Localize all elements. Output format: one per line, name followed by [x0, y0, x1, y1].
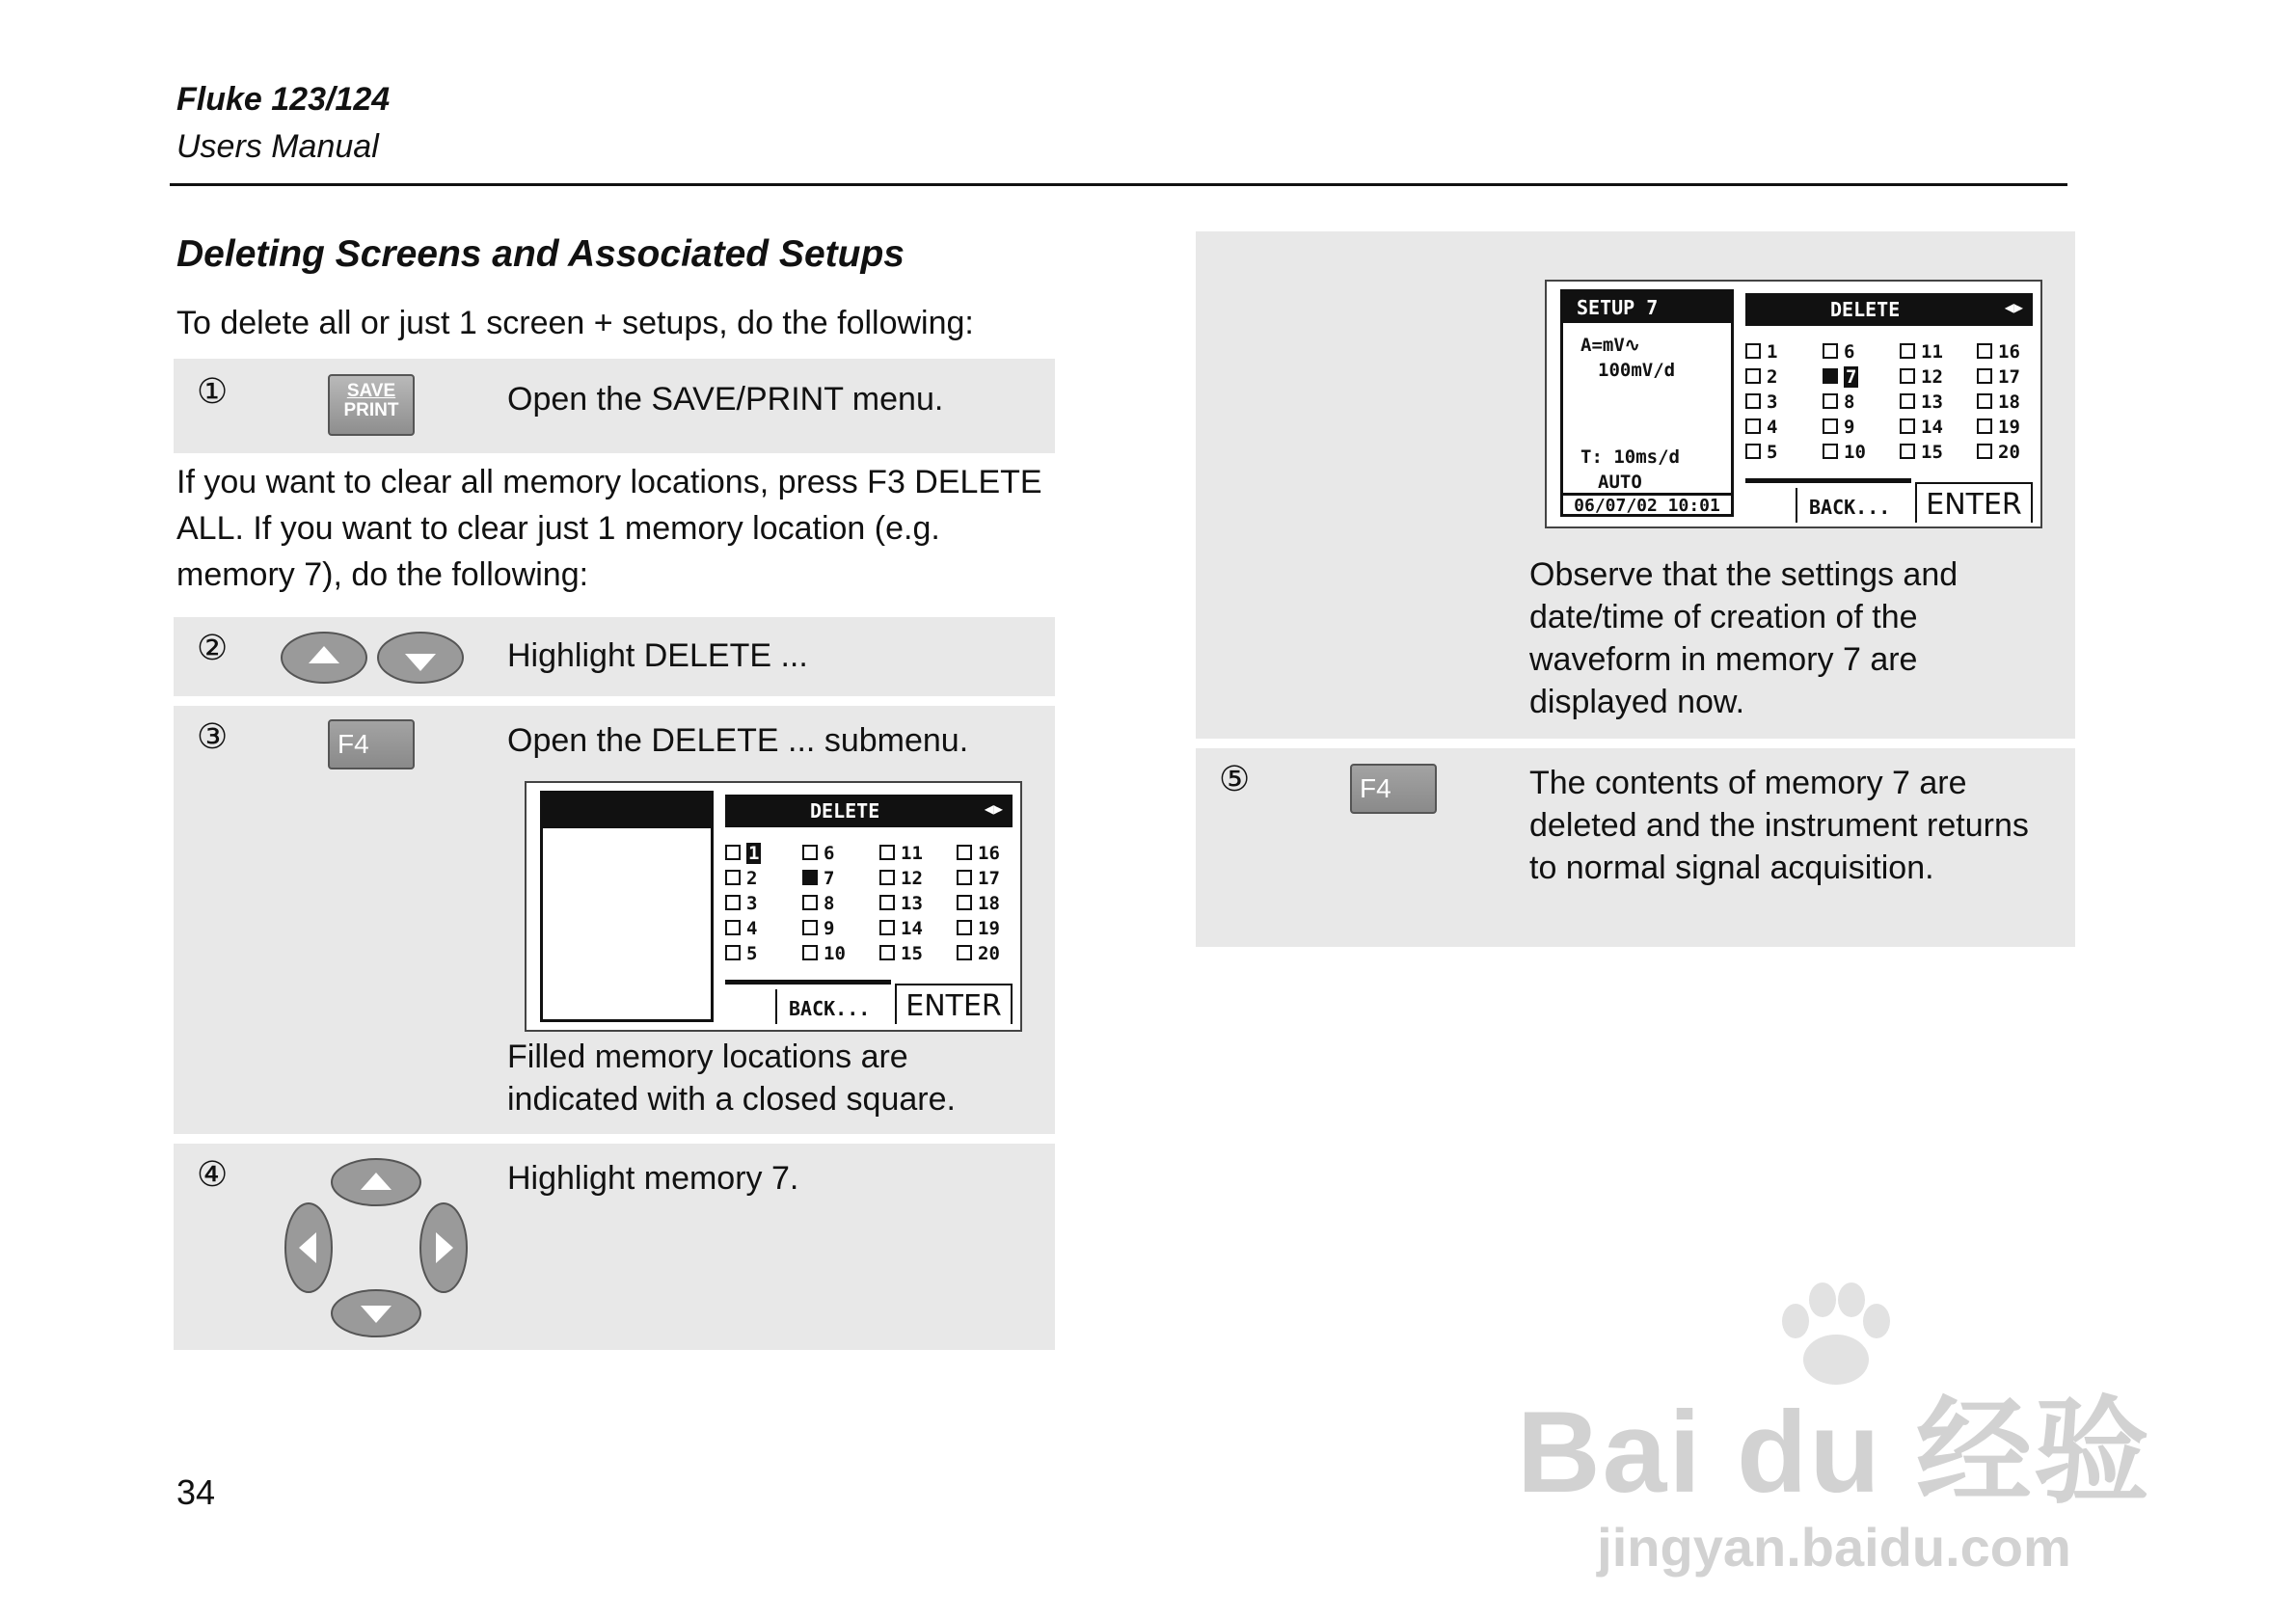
empty-square-icon — [957, 845, 972, 860]
empty-square-icon — [1900, 444, 1915, 459]
memory-location-15[interactable] — [879, 943, 923, 964]
memory-number: 18 — [978, 893, 1000, 914]
filled-square-icon — [1823, 368, 1838, 384]
enter-softkey[interactable]: ENTER — [895, 984, 1013, 1024]
memory-location-10[interactable] — [802, 943, 846, 964]
left-panel-header — [543, 794, 711, 828]
left-right-arrow-icon: ◀▶ — [984, 799, 1003, 818]
empty-square-icon — [1900, 343, 1915, 359]
empty-square-icon — [725, 895, 741, 910]
empty-square-icon — [1823, 343, 1838, 359]
memory-location-7[interactable] — [802, 868, 834, 889]
step-number: ⑤ — [1219, 760, 1251, 799]
memory-number: 9 — [824, 918, 835, 939]
memory-number: 2 — [746, 868, 758, 889]
empty-square-icon — [879, 895, 895, 910]
f4-key[interactable]: F4 — [1350, 764, 1437, 814]
manual-subtitle: Users Manual — [176, 128, 379, 165]
empty-square-icon — [725, 845, 741, 860]
f4-key[interactable]: F4 — [328, 719, 415, 769]
memory-location-18[interactable] — [1977, 391, 2020, 413]
memory-location-6[interactable] — [802, 843, 834, 864]
memory-location-5[interactable] — [725, 943, 757, 964]
empty-square-icon — [725, 870, 741, 885]
memory-location-14[interactable] — [879, 918, 923, 939]
empty-square-icon — [1900, 368, 1915, 384]
memory-number: 6 — [1844, 341, 1855, 363]
memory-location-5[interactable] — [1745, 442, 1777, 463]
memory-location-6[interactable] — [1823, 341, 1854, 363]
memory-grid — [725, 843, 1013, 970]
memory-number: 19 — [978, 918, 1000, 939]
memory-number: 10 — [824, 943, 846, 964]
memory-number: 11 — [901, 843, 923, 864]
empty-square-icon — [1745, 444, 1761, 459]
instruction-paragraph: If you want to clear all memory locations, press F3 DELETE ALL. If you want to clear just 1 memory location (e.g. memory 7), do the following: — [176, 464, 1042, 593]
step-number: ② — [197, 629, 229, 668]
memory-location-1[interactable] — [1745, 341, 1777, 363]
memory-number: 16 — [1998, 341, 2020, 363]
delete-menu-screen — [525, 781, 1022, 1032]
left-panel — [540, 791, 714, 1022]
memory-number: 1 — [1767, 341, 1778, 363]
memory-location-8[interactable] — [802, 893, 834, 914]
memory-location-12[interactable] — [1900, 366, 1943, 388]
memory-location-16[interactable] — [1977, 341, 2020, 363]
memory-number: 17 — [1998, 366, 2020, 388]
setup-volts-div: 100mV/d — [1598, 360, 1676, 381]
step-number: ③ — [197, 717, 229, 757]
grid-divider — [725, 980, 891, 985]
baidu-watermark: Bai du 经验 jingyan.baidu.com — [1517, 1282, 2151, 1579]
empty-square-icon — [1900, 418, 1915, 434]
arrow-keys-up-down[interactable] — [280, 627, 473, 688]
memory-number: 10 — [1844, 442, 1866, 463]
memory-location-16[interactable] — [957, 843, 1000, 864]
memory-number: 12 — [1921, 366, 1943, 388]
memory-location-17[interactable] — [1977, 366, 2020, 388]
memory-location-3[interactable] — [1745, 391, 1777, 413]
delete-title-bar: DELETE ◀▶ — [1745, 293, 2033, 326]
step-text: Highlight DELETE ... — [507, 637, 808, 674]
empty-square-icon — [879, 945, 895, 960]
empty-square-icon — [957, 895, 972, 910]
memory-location-4[interactable] — [725, 918, 757, 939]
memory-number: 5 — [1767, 442, 1778, 463]
memory-location-13[interactable] — [1900, 391, 1943, 413]
memory-location-8[interactable] — [1823, 391, 1854, 413]
grid-divider — [1745, 478, 1911, 483]
memory-location-14[interactable] — [1900, 417, 1943, 438]
memory-location-12[interactable] — [879, 868, 923, 889]
memory-number: 2 — [1767, 366, 1778, 388]
memory-number: 4 — [1767, 417, 1778, 438]
memory-grid — [1745, 341, 2033, 469]
memory-number: 7 — [1846, 366, 1857, 388]
empty-square-icon — [957, 870, 972, 885]
memory-number: 3 — [1767, 391, 1778, 413]
memory-number: 17 — [978, 868, 1000, 889]
memory-number: 16 — [978, 843, 1000, 864]
empty-square-icon — [1977, 418, 1992, 434]
memory-number: 1 — [748, 843, 760, 864]
left-right-arrow-icon: ◀▶ — [2004, 298, 2023, 316]
memory-location-9[interactable] — [802, 918, 834, 939]
header-divider — [170, 183, 2067, 186]
empty-square-icon — [1823, 444, 1838, 459]
empty-square-icon — [1977, 343, 1992, 359]
memory-number: 5 — [746, 943, 758, 964]
empty-square-icon — [1745, 393, 1761, 409]
empty-square-icon — [802, 945, 818, 960]
empty-square-icon — [1977, 444, 1992, 459]
setup-title-bar: SETUP 7 — [1563, 292, 1731, 323]
setup-channel: A=mV∿ — [1580, 335, 1640, 356]
filled-square-icon — [802, 870, 818, 885]
memory-number: 14 — [901, 918, 923, 939]
memory-number: 12 — [901, 868, 923, 889]
memory-number: 19 — [1998, 417, 2020, 438]
delete-title-bar: DELETE ◀▶ — [725, 795, 1013, 827]
intro-text: To delete all or just 1 screen + setups, do the following: — [176, 305, 974, 341]
memory-number: 11 — [1921, 341, 1943, 363]
step-1 — [174, 359, 1055, 453]
memory-number: 15 — [1921, 442, 1943, 463]
step-3 — [174, 706, 1055, 1134]
empty-square-icon — [1823, 393, 1838, 409]
step-2 — [174, 617, 1055, 696]
step-number: ① — [197, 372, 229, 412]
step-5 — [1196, 748, 2075, 947]
memory-location-7[interactable] — [1823, 366, 1858, 388]
memory-number: 13 — [1921, 391, 1943, 413]
empty-square-icon — [725, 945, 741, 960]
back-softkey[interactable]: BACK... — [775, 989, 891, 1024]
empty-square-icon — [1900, 393, 1915, 409]
empty-square-icon — [802, 845, 818, 860]
memory-number: 20 — [978, 943, 1000, 964]
page-number: 34 — [176, 1472, 216, 1512]
memory-location-19[interactable] — [957, 918, 1000, 939]
memory-location-15[interactable] — [1900, 442, 1943, 463]
memory-number: 7 — [824, 868, 835, 889]
setup-datetime: 06/07/02 10:01 — [1563, 493, 1731, 517]
setup-panel — [1560, 289, 1734, 517]
setup-display-panel — [1196, 231, 2075, 739]
step-text: Open the DELETE ... submenu. — [507, 722, 969, 759]
empty-square-icon — [1977, 393, 1992, 409]
memory-number: 4 — [746, 918, 758, 939]
memory-location-20[interactable] — [1977, 442, 2020, 463]
setup-trigger-mode: AUTO — [1598, 472, 1642, 493]
memory-location-20[interactable] — [957, 943, 1000, 964]
step-text: Highlight memory 7. — [507, 1160, 799, 1197]
memory-number: 14 — [1921, 417, 1943, 438]
save-print-key[interactable]: SAVE PRINT — [328, 374, 415, 436]
memory-location-2[interactable] — [725, 868, 757, 889]
empty-square-icon — [1745, 418, 1761, 434]
memory-number: 9 — [1844, 417, 1855, 438]
empty-square-icon — [725, 920, 741, 935]
memory-number: 8 — [824, 893, 835, 914]
memory-location-19[interactable] — [1977, 417, 2020, 438]
empty-square-icon — [1823, 418, 1838, 434]
empty-square-icon — [879, 920, 895, 935]
empty-square-icon — [1745, 368, 1761, 384]
step-text: Open the SAVE/PRINT menu. — [507, 381, 944, 418]
memory-number: 20 — [1998, 442, 2020, 463]
memory-location-10[interactable] — [1823, 442, 1866, 463]
memory-location-4[interactable] — [1745, 417, 1777, 438]
arrow-keys-cross[interactable] — [280, 1153, 473, 1342]
back-softkey[interactable]: BACK... — [1796, 488, 1911, 523]
memory-number: 6 — [824, 843, 835, 864]
empty-square-icon — [957, 945, 972, 960]
manual-title: Fluke 123/124 — [176, 81, 391, 118]
memory-number: 13 — [901, 893, 923, 914]
memory-location-17[interactable] — [957, 868, 1000, 889]
memory-location-18[interactable] — [957, 893, 1000, 914]
empty-square-icon — [802, 895, 818, 910]
memory-number: 18 — [1998, 391, 2020, 413]
step-text: The contents of memory 7 are deleted and the instrument returns to normal signal acquisition. — [1529, 765, 2029, 886]
memory-location-2[interactable] — [1745, 366, 1777, 388]
memory-location-1[interactable] — [725, 843, 761, 864]
memory-location-3[interactable] — [725, 893, 757, 914]
section-title: Deleting Screens and Associated Setups — [176, 233, 905, 275]
empty-square-icon — [879, 845, 895, 860]
empty-square-icon — [802, 920, 818, 935]
memory-number: 15 — [901, 943, 923, 964]
screen-caption: Filled memory locations are indicated with a closed square. — [507, 1039, 956, 1118]
screen-caption: Observe that the settings and date/time of creation of the waveform in memory 7 are displayed now. — [1529, 556, 1958, 720]
step-number: ④ — [197, 1155, 229, 1195]
enter-softkey[interactable]: ENTER — [1915, 482, 2033, 523]
setup-timebase: T: 10ms/d — [1580, 446, 1680, 468]
memory-location-9[interactable] — [1823, 417, 1854, 438]
empty-square-icon — [1745, 343, 1761, 359]
step-4 — [174, 1144, 1055, 1350]
memory-location-13[interactable] — [879, 893, 923, 914]
empty-square-icon — [879, 870, 895, 885]
memory-location-11[interactable] — [879, 843, 923, 864]
memory-number: 3 — [746, 893, 758, 914]
empty-square-icon — [957, 920, 972, 935]
memory-number: 8 — [1844, 391, 1855, 413]
setup-7-screen — [1545, 280, 2042, 528]
empty-square-icon — [1977, 368, 1992, 384]
memory-location-11[interactable] — [1900, 341, 1943, 363]
